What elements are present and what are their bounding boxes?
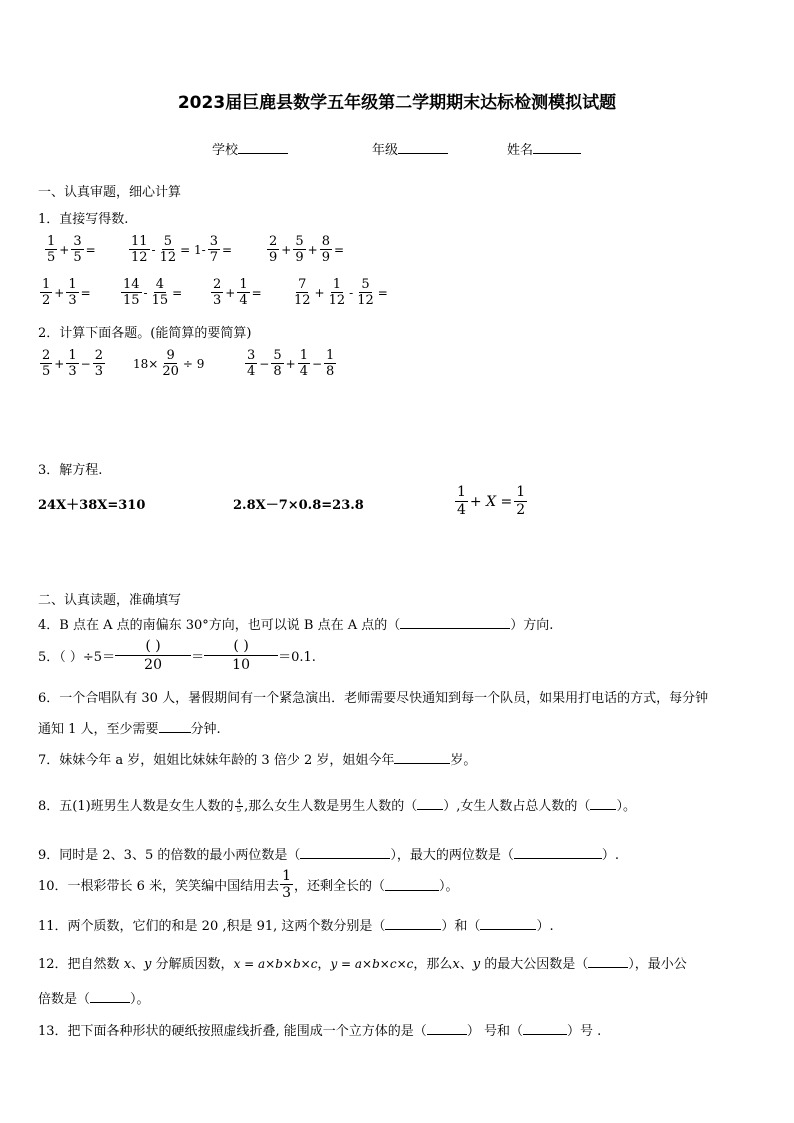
q9: 9．同时是 2、3、5 的倍数的最小两位数是（ ），最大的两位数是（ ）. [38,848,620,863]
q5: 5．（ ）÷5＝ ( ) 20 ＝ ( ) 10 ＝0.1. [38,638,316,673]
q1-r1-item3: 1- $\frac{3}{7}$ = [194,234,233,265]
q4: 4．B 点在 A 点的南偏东 30°方向，也可以说 B 点在 A 点的（ ）方向. [38,618,554,633]
section1-heading: 一、认真审题，细心计算 [38,185,182,200]
q2-label: 2．计算下面各题。(能简算的要简算) [38,326,252,341]
q12-blank1[interactable] [588,955,628,968]
q12-blank2[interactable] [90,990,130,1003]
q8: 8．五(1)班男生人数是女生人数的 $\frac{4}{5}$ ,那么女生人数是男生人数的（ ）,女生人数占总人数的（ ）。 [38,798,636,814]
q1-r2-item2: 14 15 - $\frac{4}{15}$ = [123,277,183,308]
q3-label: 3．解方程. [38,463,103,478]
q10-blank[interactable] [385,878,439,891]
q1-r1-item4: 2 9 + $\frac{5}{9}$ + $\frac{8}{9}$ = [269,234,345,265]
grade-field[interactable] [372,139,448,158]
q3-eq1: 24X＋38X=310 [38,498,146,513]
school-blank[interactable] [238,141,288,154]
q7-blank[interactable] [394,751,450,764]
q10: 10．一根彩带长 6 米，笑笑编中国结用去 1 3 ，还剩全长的（ ）。 [38,868,459,901]
q8-blank2[interactable] [590,797,616,810]
name-label: 姓名 [507,143,534,158]
q1-r2-item1: 1 2 + $\frac{1}{3}$ = [42,277,91,308]
q8-blank1[interactable] [417,797,443,810]
q6-line1: 6．一个合唱队有 30 人，暑假期间有一个紧急演出．老师需要尽快通知到每一个队员，如果用打电话的方式，每分钟 [38,691,709,706]
q11: 11．两个质数，它们的和是 20 ,积是 91, 这两个数分别是（ ）和（ ）. [38,919,554,934]
q12-line1: 12．把自然数 x、y 分解质因数，x = a×b×b×c，y = a×b×c×c，那么x、y 的最大公因数是（ ），最小公 [38,957,687,972]
q12-line2: 倍数是（ ）。 [38,992,150,1007]
q13-blank2[interactable] [523,1022,567,1035]
q1-r2-item4: 7 12 + $\frac{1}{12}$ - $\frac{5}{12}$ = [294,277,388,308]
q1-r2-item3: 2 3 + $\frac{1}{4}$ = [213,277,262,308]
q1-label: 1．直接写得数. [38,212,129,227]
q5-blank1[interactable]: ( ) [115,637,191,656]
page-title: 2023届巨鹿县数学五年级第二学期期末达标检测模拟试题 [177,93,617,113]
q1-r1-item2: 11 12 - $\frac{5}{12}$ = [131,234,191,265]
q2-expr1: 2 5 + $\frac{1}{3}$ − $\frac{2}{3}$ [42,348,103,379]
q6-blank[interactable] [159,720,191,733]
q5-blank2[interactable]: ( ) [204,637,278,656]
grade-blank[interactable] [398,141,448,154]
section2-heading: 二、认真读题，准确填写 [38,593,182,608]
q11-blank2[interactable] [480,917,536,930]
q2-expr2: 18× $\frac{9}{20}$ ÷ 9 [133,348,205,379]
q7: 7．妹妹今年 a 岁，姐姐比妹妹年龄的 3 倍少 2 岁，姐姐今年 岁。 [38,753,477,768]
q4-blank[interactable] [400,616,510,629]
q1-r1-item1: 1 5 + $\frac{3}{5}$ = [47,234,96,265]
name-blank[interactable] [533,141,581,154]
q3-eq2: 2.8X－7×0.8=23.8 [233,498,364,513]
q11-blank1[interactable] [385,917,441,930]
q9-blank1[interactable] [300,846,390,859]
grade-label: 年级 [372,143,399,158]
q3-eq3: 1 4 + X = $\frac{1}{2}$ [457,484,526,518]
q2-expr3: 3 4 − $\frac{5}{8}$ + $\frac{1}{4}$ − $\frac{1}{8}$ [247,348,335,379]
q6-line2: 通知 1 人，至少需要 分钟. [38,722,221,737]
name-field[interactable] [507,139,581,158]
school-field[interactable] [212,139,288,158]
q13: 13．把下面各种形状的硬纸按照虚线折叠, 能围成一个立方体的是（ ） 号和（ ）号 . [38,1024,602,1039]
q13-blank1[interactable] [427,1022,467,1035]
school-label: 学校 [212,143,239,158]
q9-blank2[interactable] [514,846,602,859]
